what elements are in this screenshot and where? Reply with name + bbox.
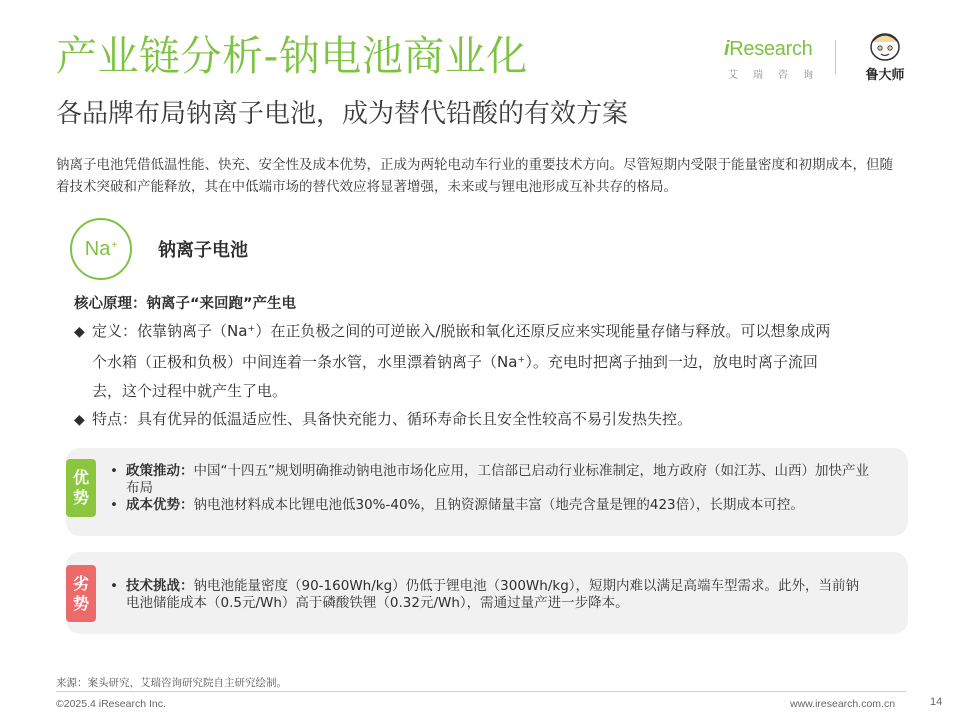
diamond-bullet-icon: ◆ — [74, 412, 85, 428]
bullet-dot-icon: • — [110, 497, 118, 513]
sodium-ion-icon-text: Na — [84, 237, 111, 260]
section-heading: 钠离子电池 — [158, 240, 248, 261]
item-text: 中国“十四五”规划明确推动钠电池市场化应用，工信部已启动行业标准制定，地方政府（如江苏、山西）加快产业布局 — [126, 463, 869, 496]
footer-divider — [56, 691, 906, 692]
ludashi-logo-text: 鲁大师 — [865, 68, 905, 83]
ludashi-logo — [860, 30, 910, 82]
list-item — [110, 578, 870, 612]
page-title: 产业链分析-钠电池商业化 — [56, 32, 528, 80]
disadvantages-panel — [66, 552, 908, 634]
iresearch-logo-word: Research — [729, 38, 813, 60]
website-link[interactable]: www.iresearch.com.cn — [790, 698, 896, 710]
source-note: 来源：案头研究，艾瑞咨询研究院自主研究绘制。 — [56, 677, 287, 689]
iresearch-logo — [724, 38, 828, 86]
disadvantages-tag-bottom: 势 — [72, 593, 89, 613]
disadvantages-tag-top: 劣 — [72, 573, 89, 593]
intro-paragraph: 钠离子电池凭借低温性能、快充、安全性及成本优势，正成为两轮电动车行业的重要技术方向。尽管短期内受限于能量密度和初期成本，但随着技术突破和产能释放，其在中低端市场的替代效应将显著增强，未来或与锂电池形成互补共存的格局。 — [56, 157, 893, 195]
definition-line-1: 定义：依靠钠离子（Na⁺）在正负极之间的可逆嵌入/脱嵌和氧化还原反应来实现能量存储与释放。可以想象成两 — [92, 322, 831, 340]
disadvantages-list — [110, 578, 870, 612]
list-item — [110, 497, 870, 514]
advantages-tag — [66, 459, 96, 517]
page-number: 14 — [930, 696, 943, 708]
feature-text: 特点：具有优异的低温适应性、具备快充能力、循环寿命长且安全性较高不易引发热失控。 — [92, 410, 693, 428]
iresearch-logo-i: i — [724, 38, 730, 60]
principle-feature — [74, 405, 894, 436]
definition-line-2: 个水箱（正极和负极）中间连着一条水管，水里漂着钠离子（Na⁺）。充电时把离子抽到一边，放电时离子流回 — [92, 352, 818, 371]
item-text: 钠电池材料成本比锂电池低30%-40%，且钠资源储量丰富（地壳含量是锂的423倍），长期成本可控。 — [193, 497, 804, 513]
ludashi-mascot-icon — [860, 30, 910, 64]
definition-line-3: 去，这个过程中就产生了电。 — [92, 382, 288, 400]
advantages-list — [110, 463, 870, 514]
advantages-tag-top: 优 — [72, 468, 89, 487]
bullet-dot-icon: • — [110, 578, 118, 594]
copyright: ©2025.4 iResearch Inc. — [56, 698, 166, 710]
item-text: 钠电池能量密度（90-160Wh/kg）仍低于锂电池（300Wh/kg），短期内难以满足高端车型需求。此外，当前钠电池储能成本（0.5元/Wh）高于磷酸铁锂（0.32元/Wh），需通过量产进一步降本。 — [126, 578, 860, 611]
item-label: 成本优势： — [126, 497, 194, 513]
bullet-dot-icon: • — [110, 463, 118, 479]
logo-divider — [835, 40, 836, 74]
list-item — [110, 463, 870, 497]
item-label: 技术挑战： — [126, 578, 194, 594]
iresearch-logo-cn: 艾瑞咨询 — [728, 70, 828, 81]
advantages-panel — [66, 448, 908, 536]
sodium-ion-icon-sup: + — [111, 239, 118, 251]
principle-definition — [74, 317, 894, 407]
item-label: 政策推动： — [126, 463, 194, 479]
page-subtitle: 各品牌布局钠离子电池，成为替代铅酸的有效方案 — [56, 99, 629, 129]
diamond-bullet-icon: ◆ — [74, 324, 85, 340]
advantages-tag-bottom: 势 — [72, 488, 89, 507]
disadvantages-tag — [66, 565, 96, 622]
principle-title: 核心原理：钠离子“来回跑”产生电 — [74, 296, 297, 312]
sodium-ion-icon — [70, 218, 132, 280]
